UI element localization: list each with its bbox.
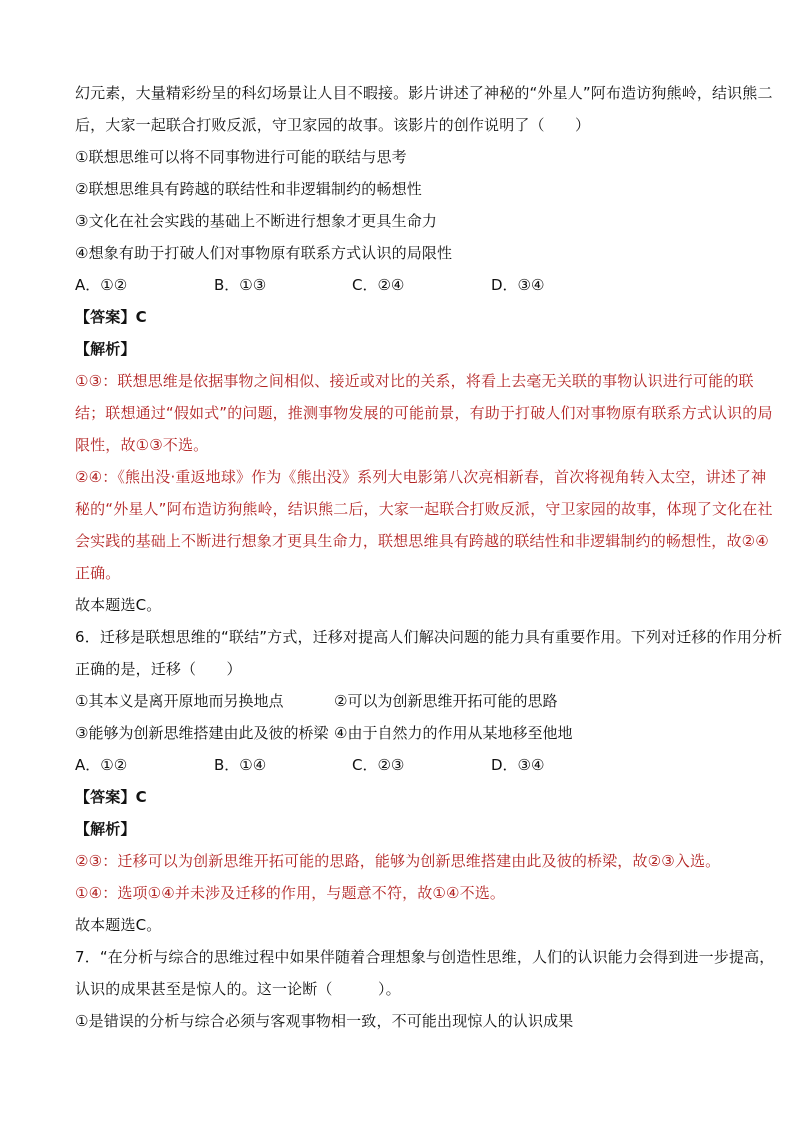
q5-item-3: ③文化在社会实践的基础上不断进行想象才更具生命力 — [75, 212, 438, 230]
q5-answer: 【答案】C — [75, 308, 147, 326]
q6-stem-line1: 6．迁移是联想思维的“联结”方式，迁移对提高人们解决问题的能力具有重要作用。下列对迁移的作用分析 — [75, 628, 783, 646]
q6-option-b: B．①④ — [214, 756, 267, 774]
q6-option-a: A．①② — [75, 756, 128, 774]
q5-stem-line2: 后，大家一起联合打败反派，守卫家园的故事。该影片的创作说明了（ ） — [75, 116, 591, 134]
q6-item-1: ①其本义是离开原地而另换地点 — [75, 692, 284, 710]
q5-analysis-label: 【解析】 — [75, 340, 136, 358]
q6-item-2: ②可以为创新思维开拓可能的思路 — [334, 692, 558, 710]
q5-analysis-line3: 限性，故①③不选。 — [75, 436, 209, 454]
q6-answer: 【答案】C — [75, 788, 147, 806]
q6-item-3: ③能够为创新思维搭建由此及彼的桥梁 — [75, 724, 329, 742]
q6-analysis-line2: ①④：选项①④并未涉及迁移的作用，与题意不符，故①④不选。 — [75, 884, 506, 902]
q6-analysis-line1: ②③：迁移可以为创新思维开拓可能的思路，能够为创新思维搭建由此及彼的桥梁，故②③入选。 — [75, 852, 721, 870]
q7-item-1: ①是错误的分析与综合必须与客观事物相一致，不可能出现惊人的认识成果 — [75, 1012, 574, 1030]
q5-stem-line1: 幻元素，大量精彩纷呈的科幻场景让人目不暇接。影片讲述了神秘的“外星人”阿布造访狗熊岭，结识熊二 — [75, 84, 773, 102]
q5-item-4: ④想象有助于打破人们对事物原有联系方式认识的局限性 — [75, 244, 453, 262]
q5-option-a: A．①② — [75, 276, 128, 294]
q5-option-b: B．①③ — [214, 276, 267, 294]
q7-stem-line2: 认识的成果甚至是惊人的。这一论断（ ）。 — [75, 980, 401, 998]
q5-analysis-line2: 结；联想通过“假如式”的问题，推测事物发展的可能前景，有助于打破人们对事物原有联系方式认识的局 — [75, 404, 773, 422]
q5-item-1: ①联想思维可以将不同事物进行可能的联结与思考 — [75, 148, 407, 166]
q7-stem-line1: 7．“在分析与综合的思维过程中如果伴随着合理想象与创造性思维，人们的认识能力会得到进一步提高， — [75, 948, 775, 966]
q6-conclusion: 故本题选C。 — [75, 916, 162, 934]
q5-item-2: ②联想思维具有跨越的联结性和非逻辑制约的畅想性 — [75, 180, 422, 198]
q5-analysis-line4: ②④：《熊出没·重返地球》作为《熊出没》系列大电影第八次亮相新春，首次将视角转入太空，讲述了神 — [75, 468, 767, 486]
q5-analysis-line1: ①③：联想思维是依据事物之间相似、接近或对比的关系，将看上去毫无关联的事物认识进行可能的联 — [75, 372, 754, 390]
q5-conclusion: 故本题选C。 — [75, 596, 162, 614]
q5-analysis-line5: 秘的“外星人”阿布造访狗熊岭，结识熊二后，大家一起联合打败反派，守卫家园的故事，体现了文化在社 — [75, 500, 773, 518]
q6-analysis-label: 【解析】 — [75, 820, 136, 838]
q6-stem-line2: 正确的是，迁移（ ） — [75, 660, 242, 678]
q5-option-c: C．②④ — [352, 276, 405, 294]
q5-option-d: D．③④ — [491, 276, 545, 294]
q5-analysis-line6: 会实践的基础上不断进行想象才更具生命力，联想思维具有跨越的联结性和非逻辑制约的畅想性，故②④ — [75, 532, 769, 550]
q6-option-d: D．③④ — [491, 756, 545, 774]
q6-option-c: C．②③ — [352, 756, 405, 774]
q6-item-4: ④由于自然力的作用从某地移至他地 — [334, 724, 573, 742]
q5-analysis-line7: 正确。 — [75, 564, 121, 582]
